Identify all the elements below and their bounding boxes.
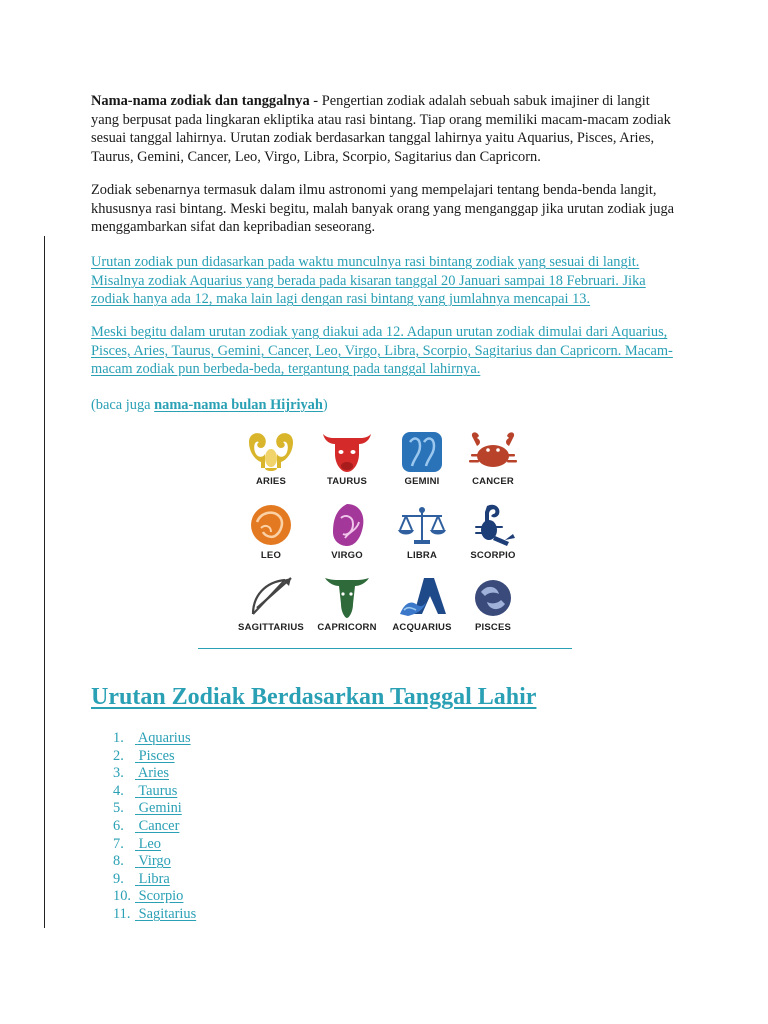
zodiac-sagittarius xyxy=(234,574,308,646)
zodiac-virgo xyxy=(310,502,384,574)
list-item[interactable]: 9. Libra xyxy=(113,870,170,887)
zodiac-label: LIBRA xyxy=(406,550,438,561)
ram-icon xyxy=(243,428,299,474)
list-item[interactable]: 11. Sagitarius xyxy=(113,905,197,922)
zodiac-scorpio xyxy=(456,502,530,574)
paragraph-order-link[interactable]: Meski begitu dalam urutan zodiak yang diakui ada 12. Adapun urutan zodiak dimulai dari Aquarius, Pisces, Aries, Taurus, Gemini, Cancer, Leo, Virgo, Libra, Scorpio, Sagitarius dan Capricorn. Macam-macam zodiak pun berbeda-beda, tergantung pada tanggal lahirnya. xyxy=(91,324,673,378)
image-underline-rule xyxy=(198,648,572,649)
zodiac-label: PISCES xyxy=(474,622,512,633)
see-also-prefix: (baca juga xyxy=(91,397,155,413)
paragraph-astronomy: Zodiak sebenarnya termasuk dalam ilmu astronomi yang mempelajari tentang benda-benda langit, khususnya rasi bintang. Meski begitu, malah banyak orang yang menganggap jika urutan zodiak juga menggambarkan sifat dan kepribadian seseorang. xyxy=(91,182,675,236)
list-item[interactable]: 6. Cancer xyxy=(113,817,180,834)
section-heading[interactable]: Urutan Zodiak Berdasarkan Tanggal Lahir xyxy=(91,684,537,710)
list-item[interactable]: 8. Virgo xyxy=(113,853,171,870)
zodiac-signs-image xyxy=(230,428,530,646)
archer-bow-icon xyxy=(243,574,299,620)
lion-icon xyxy=(243,502,299,548)
intro-paragraph xyxy=(91,92,681,166)
zodiac-capricorn xyxy=(310,574,384,646)
see-also-line xyxy=(91,396,681,415)
zodiac-pisces xyxy=(456,574,530,646)
list-item[interactable]: 7. Leo xyxy=(113,835,161,852)
zodiac-order-list xyxy=(113,730,196,924)
intro-text: - Pengertian zodiak adalah sebuah sabuk imajiner di langit yang berpusat pada lingkaran ekliptika atau rasi bintang. Tiap orang memiliki macam-macam zodiak sesuai tanggal lahirnya. Urutan zodiak berdasarkan tanggal lahirnya yaitu Aquarius, Pisces, Aries, Taurus, Gemini, Cancer, Leo, Virgo, Libra, Scorpio, Sagitarius dan Capricorn. xyxy=(91,93,671,165)
see-also-suffix: ) xyxy=(322,397,328,413)
zodiac-leo xyxy=(234,502,308,574)
zodiac-gemini xyxy=(385,428,459,500)
zodiac-label: GEMINI xyxy=(404,476,440,487)
zodiac-label: VIRGO xyxy=(331,550,363,561)
bull-icon xyxy=(319,428,375,474)
list-item[interactable]: 2. Pisces xyxy=(113,747,175,764)
list-item[interactable]: 3. Aries xyxy=(113,765,169,782)
maiden-icon xyxy=(319,502,375,548)
scales-icon xyxy=(394,502,450,548)
crab-icon xyxy=(465,428,521,474)
zodiac-label: ACQUARIUS xyxy=(392,622,452,633)
fish-icon xyxy=(465,574,521,620)
zodiac-cancer xyxy=(456,428,530,500)
zodiac-aquarius xyxy=(385,574,459,646)
list-item[interactable]: 4. Taurus xyxy=(113,782,178,799)
zodiac-label: SCORPIO xyxy=(470,550,516,561)
water-bearer-icon xyxy=(394,574,450,620)
zodiac-label: CANCER xyxy=(472,476,514,487)
hijriyah-months-link[interactable]: nama-nama bulan Hijriyah xyxy=(154,397,323,413)
zodiac-libra xyxy=(385,502,459,574)
list-item[interactable]: 1. Aquarius xyxy=(113,730,191,746)
list-item[interactable]: 10. Scorpio xyxy=(113,888,184,905)
goat-icon xyxy=(319,574,375,620)
intro-title: Nama-nama zodiak dan tanggalnya xyxy=(91,93,310,109)
zodiac-aries xyxy=(234,428,308,500)
zodiac-label: CAPRICORN xyxy=(317,622,377,633)
scorpion-icon xyxy=(465,502,521,548)
zodiac-label: ARIES xyxy=(255,476,287,487)
twins-icon xyxy=(394,428,450,474)
list-item[interactable]: 5. Gemini xyxy=(113,800,182,817)
zodiac-label: LEO xyxy=(260,550,282,561)
zodiac-label: SAGITTARIUS xyxy=(238,622,304,633)
margin-change-bar xyxy=(44,236,45,928)
paragraph-constellation-link[interactable]: Urutan zodiak pun didasarkan pada waktu munculnya rasi bintang zodiak yang sesuai di langit. Misalnya zodiak Aquarius yang berada pada kisaran tanggal 20 Januari sampai 18 Februari. Jika zodiak hanya ada 12, maka lain lagi dengan rasi bintang yang jumlahnya mencapai 13. xyxy=(91,254,646,308)
zodiac-taurus xyxy=(310,428,384,500)
zodiac-label: TAURUS xyxy=(326,476,368,487)
